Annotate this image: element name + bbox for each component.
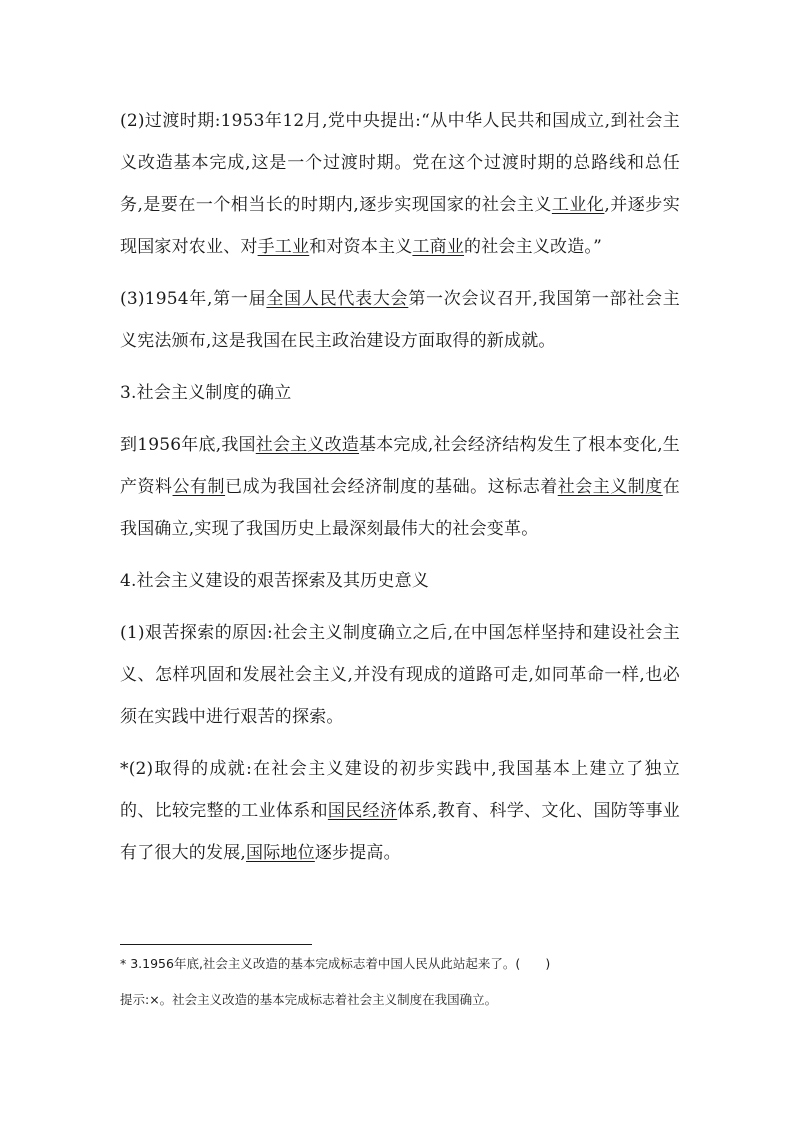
blank-international-status: 国际地位 xyxy=(246,843,315,863)
transition-text-3: 和对资本主义 xyxy=(309,237,413,257)
npc-paragraph xyxy=(120,278,680,362)
achievements-text-1: *(2)取得的成就:在社会主义建设的初步实践中,我国基本上建立了独立的、比较完整的工业体系和 xyxy=(120,759,680,821)
transition-text-1: 1953年12月,党中央提出:“从中华人民共和国成立,到社会主义改造基本完成,这是一个过渡时期。党在这个过渡时期的总路线和总任务,是要在一个相当长的时期内,逐步实现国家的社会主义 xyxy=(120,111,680,215)
establish-text-4: 在我国确立,实现了我国历史上最深刻最伟大的社会变革。 xyxy=(120,477,680,539)
transition-period-paragraph xyxy=(120,100,680,268)
blank-industrialization: 工业化 xyxy=(551,195,605,215)
heading-socialist-system: 3.社会主义制度的确立 xyxy=(120,383,292,403)
blank-national-economy: 国民经济 xyxy=(327,801,398,821)
establish-text-2: 基本完成,社会经济结构发生了根本变化,生产资料 xyxy=(120,435,681,497)
main-content xyxy=(120,100,680,884)
transition-text-4: 的社会主义改造。” xyxy=(464,237,603,257)
transition-label: (2)过渡时期: xyxy=(120,111,221,131)
establish-text-3: 已成为我国社会经济制度的基础。这标志着 xyxy=(225,477,558,497)
heading-exploration: 4.社会主义建设的艰苦探索及其历史意义 xyxy=(120,571,430,591)
blank-socialist-system: 社会主义制度 xyxy=(557,477,663,497)
exploration-reason-paragraph: (1)艰苦探索的原因:社会主义制度确立之后,在中国怎样坚持和建设社会主义、怎样巩固和发展社会主义,并没有现成的道路可走,如同革命一样,也必须在实践中进行艰苦的探索。 xyxy=(120,623,680,727)
establish-text-1: 到1956年底,我国 xyxy=(120,435,256,455)
blank-socialist-transformation: 社会主义改造 xyxy=(255,435,360,455)
establishment-paragraph xyxy=(120,424,680,550)
footnote-question: * 3.1956年底,社会主义改造的基本完成标志着中国人民从此站起来了。( ) xyxy=(120,956,551,971)
footnote-hint: 提示:×。社会主义改造的基本完成标志着社会主义制度在我国确立。 xyxy=(120,992,498,1007)
achievements-text-2: 体系,教育、科学、文化、国防等事业有了很大的发展, xyxy=(120,801,680,863)
achievements-paragraph xyxy=(120,748,680,874)
npc-text-1: (3)1954年,第一届 xyxy=(120,289,267,309)
blank-handicraft: 手工业 xyxy=(257,237,310,257)
blank-npc: 全国人民代表大会 xyxy=(266,289,409,309)
npc-text-2: 第一次会议召开,我国第一部社会主义宪法颁布,这是我国在民主政治建设方面取得的新成就。 xyxy=(120,289,680,351)
transition-text-2: ,并逐步实现国家对农业、对 xyxy=(120,195,681,257)
footnote-divider xyxy=(120,944,312,945)
blank-commerce: 工商业 xyxy=(412,237,465,257)
achievements-text-3: 逐步提高。 xyxy=(314,843,401,863)
footnote xyxy=(120,955,680,1027)
blank-public-ownership: 公有制 xyxy=(172,477,226,497)
